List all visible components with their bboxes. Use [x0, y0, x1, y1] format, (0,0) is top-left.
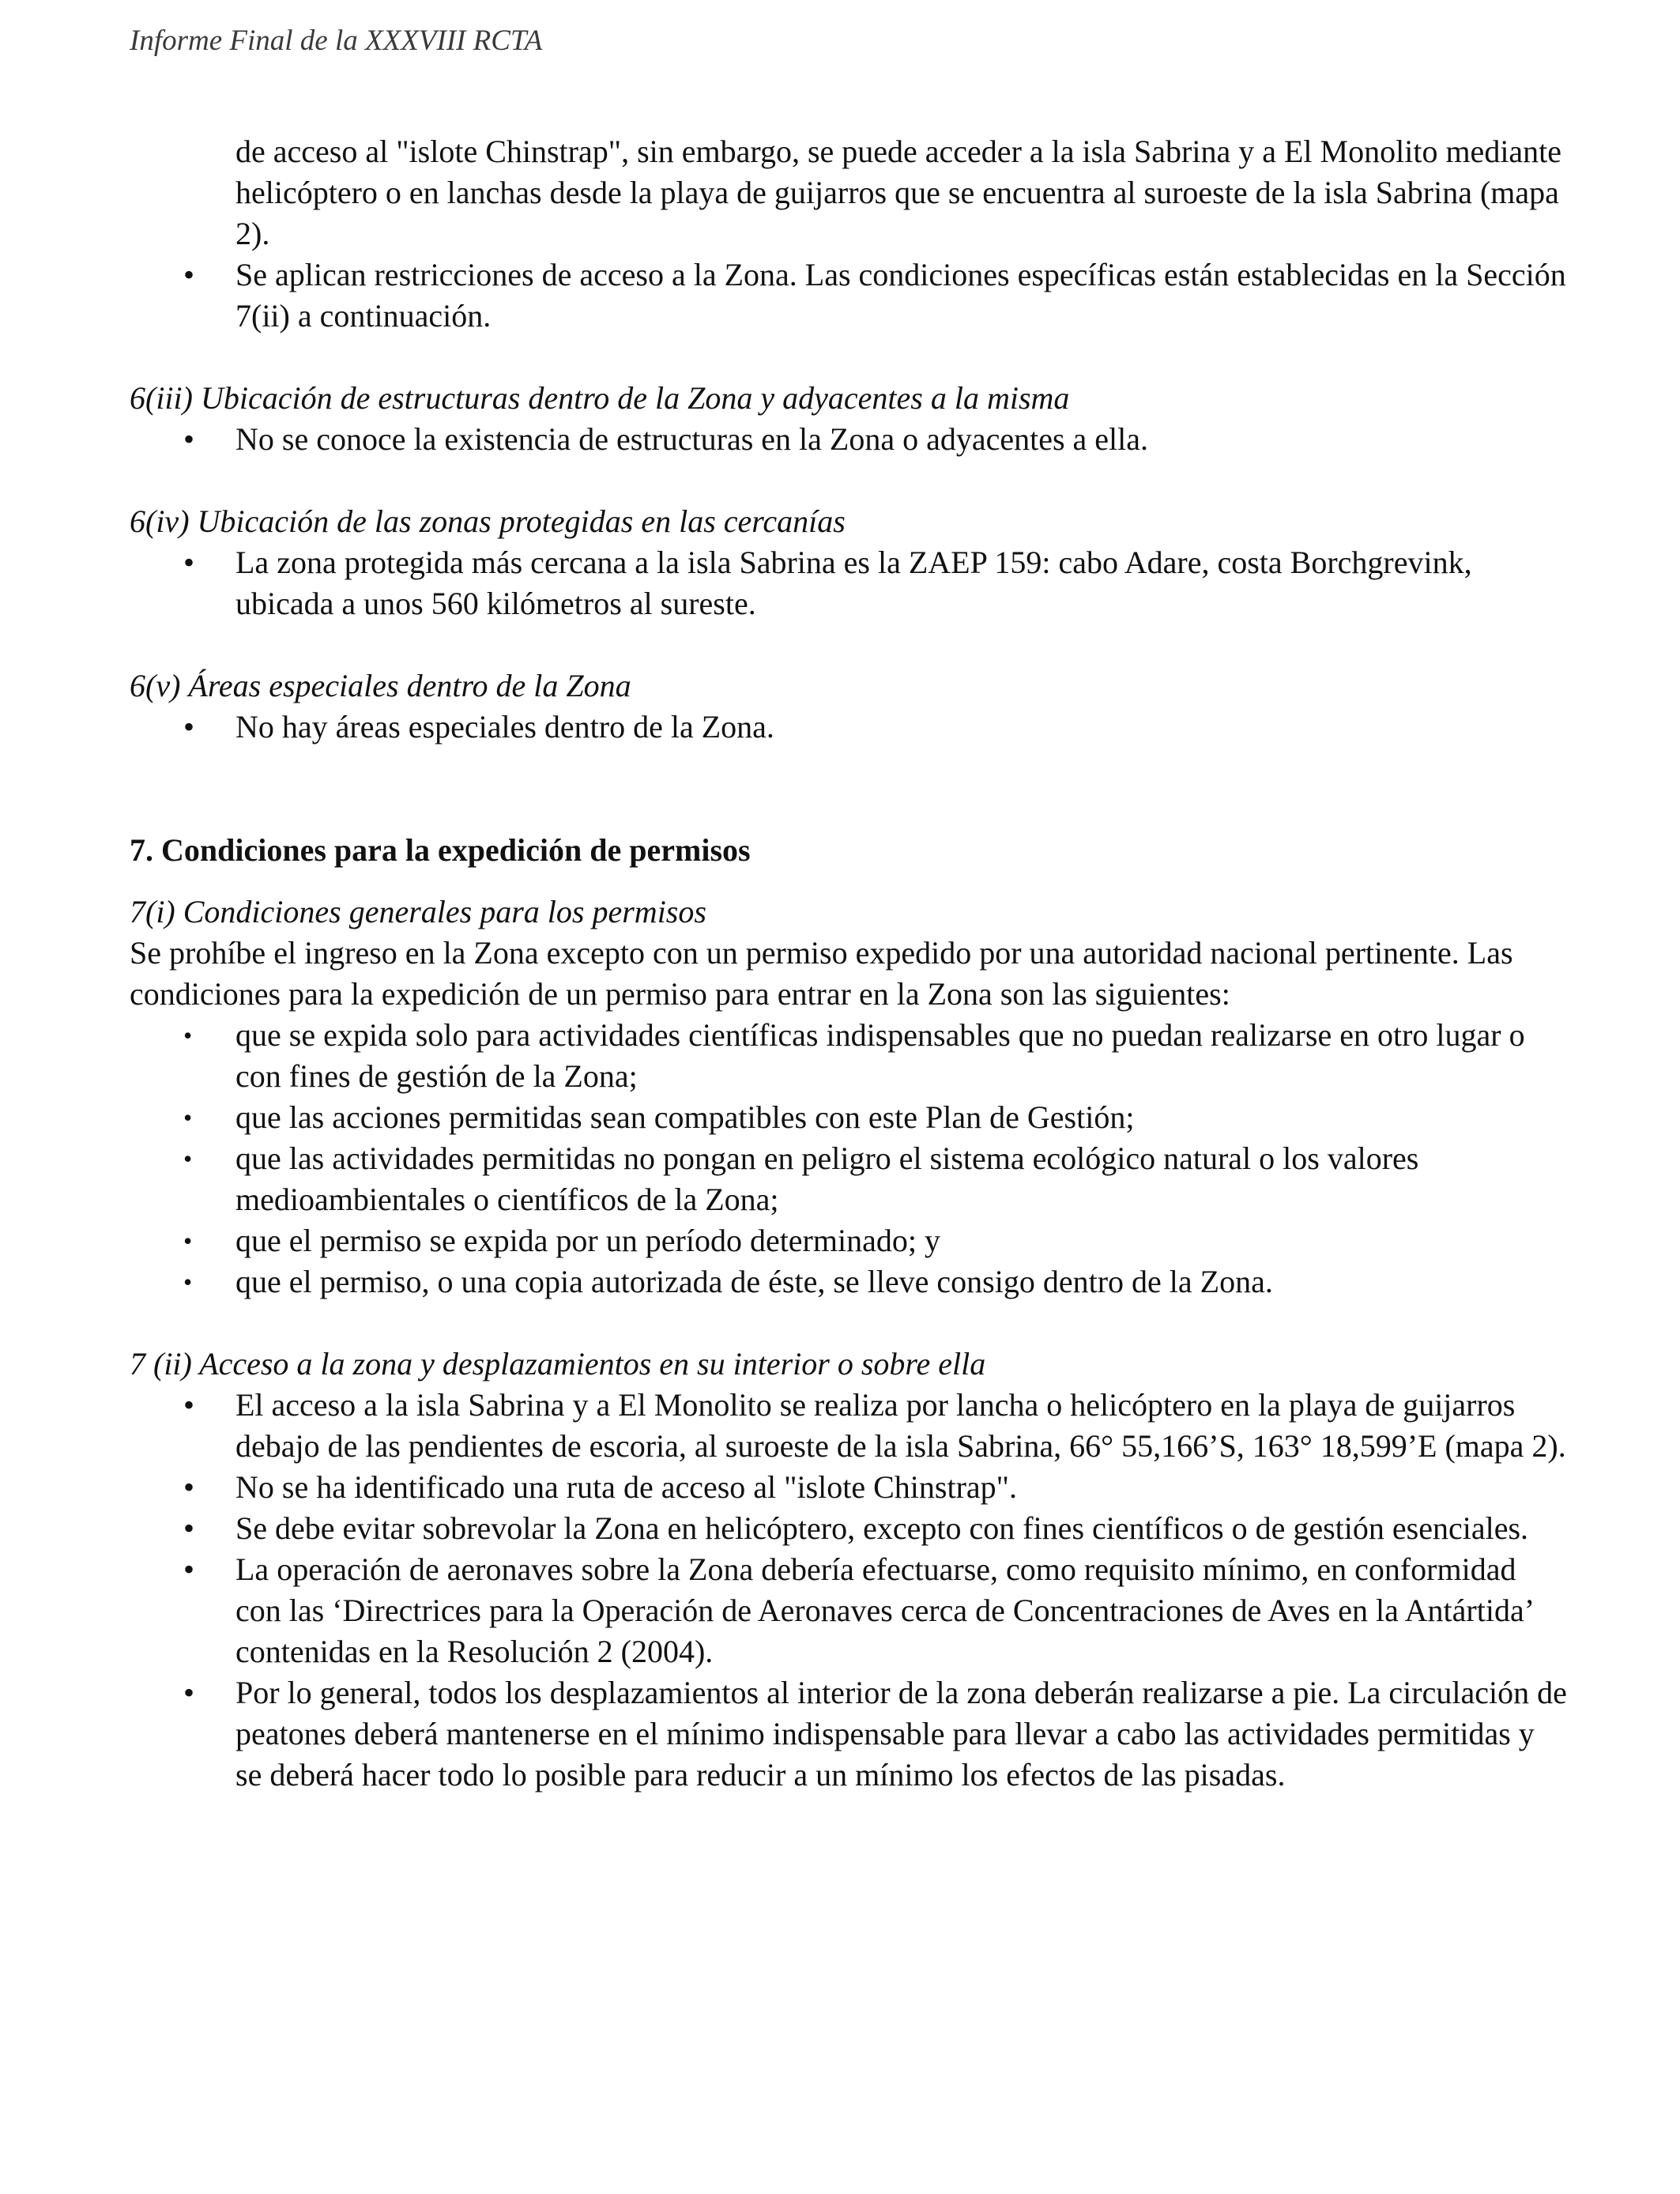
list-item: • La zona protegida más cercana a la isla Sabrina es la ZAEP 159: cabo Adare, costa Borchgrevink, ubicada a unos 560 kilómetros al sureste.: [235, 542, 1568, 624]
bullet-list-6v: [130, 707, 1568, 748]
subsection-heading-7ii: 7 (ii) Acceso a la zona y desplazamientos en su interior o sobre ella: [130, 1346, 986, 1382]
bullet-list-7i: [130, 1015, 1568, 1302]
page-header: Informe Final de la XXXVIII RCTA: [130, 25, 543, 57]
list-item: • que el permiso, o una copia autorizada de éste, se lleve consigo dentro de la Zona.: [235, 1261, 1568, 1302]
list-item: • Se debe evitar sobrevolar la Zona en helicóptero, excepto con fines científicos o de gestión esenciales.: [235, 1508, 1568, 1549]
bullet-list-6iii: [130, 419, 1568, 460]
list-item: • No se conoce la existencia de estructuras en la Zona o adyacentes a ella.: [235, 419, 1568, 460]
subsection-heading-6iv: 6(iv) Ubicación de las zonas protegidas en las cercanías: [130, 503, 846, 539]
list-item: • El acceso a la isla Sabrina y a El Monolito se realiza por lancha o helicóptero en la playa de guijarros debajo de las pendientes de escoria, al suroeste de la isla Sabrina, 66° 55,166’S, 163° 18,599’E (mapa 2).: [235, 1385, 1568, 1467]
subsection-heading-6iii: 6(iii) Ubicación de estructuras dentro de la Zona y adyacentes a la misma: [130, 380, 1070, 416]
list-item: • No hay áreas especiales dentro de la Zona.: [235, 707, 1568, 748]
paragraph-7i: Se prohíbe el ingreso en la Zona excepto con un permiso expedido por una autoridad nacional pertinente. Las condiciones para la expedición de un permiso para entrar en la Zona son las siguientes:: [130, 935, 1513, 1012]
subsection-heading-6v: 6(v) Áreas especiales dentro de la Zona: [130, 668, 631, 703]
subsection-heading-7i: 7(i) Condiciones generales para los permisos: [130, 894, 706, 929]
list-item: • No se ha identificado una ruta de acceso al "islote Chinstrap".: [235, 1467, 1568, 1508]
list-item: • que las actividades permitidas no pongan en peligro el sistema ecológico natural o los valores medioambientales o científicos de la Zona;: [235, 1138, 1568, 1220]
list-item: • que las acciones permitidas sean compatibles con este Plan de Gestión;: [235, 1097, 1568, 1138]
document-body: [130, 131, 1568, 1796]
list-item: • que se expida solo para actividades científicas indispensables que no puedan realizarse en otro lugar o con fines de gestión de la Zona;: [235, 1015, 1568, 1097]
bullet-list-7ii: [130, 1385, 1568, 1796]
list-item: • que el permiso se expida por un período determinado; y: [235, 1220, 1568, 1261]
section-heading-7: 7. Condiciones para la expedición de permisos: [130, 832, 751, 868]
list-item: • La operación de aeronaves sobre la Zona debería efectuarse, como requisito mínimo, en conformidad con las ‘Directrices para la Operación de Aeronaves cerca de Concentraciones de Aves en la Antártida’ contenidas en la Resolución 2 (2004).: [235, 1549, 1568, 1672]
list-item: • Se aplican restricciones de acceso a la Zona. Las condiciones específicas están establecidas en la Sección 7(ii) a continuación.: [235, 254, 1568, 337]
bullet-list-6iv: [130, 542, 1568, 624]
list-item: • Por lo general, todos los desplazamientos al interior de la zona deberán realizarse a pie. La circulación de peatones deberá mantenerse en el mínimo indispensable para llevar a cabo las actividades permitidas y se deberá hacer todo lo posible para reducir a un mínimo los efectos de las pisadas.: [235, 1672, 1568, 1796]
continued-paragraph: de acceso al "islote Chinstrap", sin embargo, se puede acceder a la isla Sabrina y a El Monolito mediante helicóptero o en lanchas desde la playa de guijarros que se encuentra al suroeste de la isla Sabrina (mapa 2).: [235, 134, 1562, 251]
intro-bullet-list: [130, 254, 1568, 337]
